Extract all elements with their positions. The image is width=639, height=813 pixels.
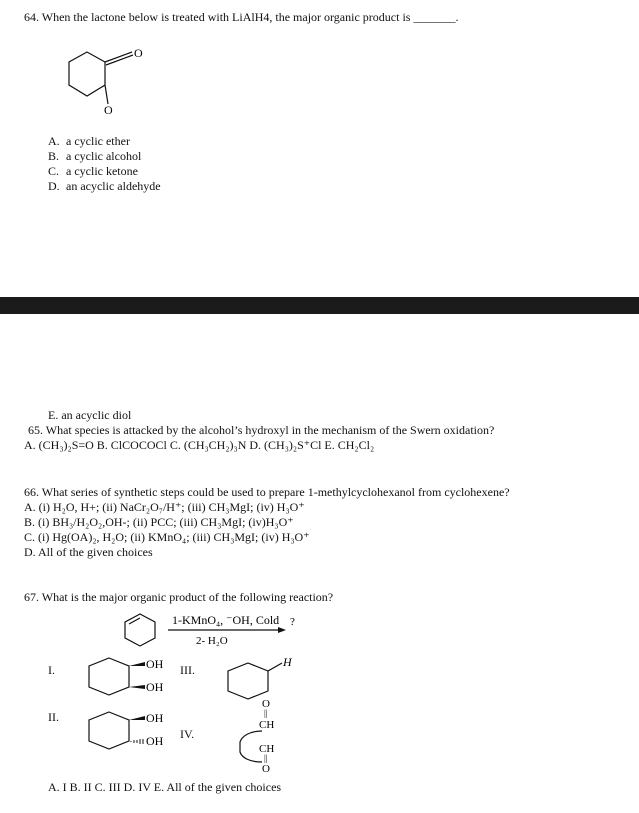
aldehyde-o-lower: O xyxy=(262,763,270,775)
label-ii: II. xyxy=(48,710,59,724)
q67-options: A. I B. II C. III D. IV E. All of the given choices xyxy=(48,780,282,794)
label-iv: IV. xyxy=(180,727,195,741)
q64-option-a: A. a cyclic ether xyxy=(48,134,130,148)
q66-option-a: A. (i) H₂O, H+; (ii) NaCr₂O₇/H⁺; (iii) CH₃MgI; (iv) H₃O⁺ xyxy=(24,500,305,514)
q66-option-c: C. (i) Hg(OA)₂, H₂O; (ii) KMnO₄; (iii) CH₃MgI; (iv) H₃O⁺ xyxy=(24,530,310,544)
ring-o-label: O xyxy=(104,103,113,117)
q64-stem: 64. When the lactone below is treated with LiAlH4, the major organic product is _______. xyxy=(24,10,459,24)
arrow-head xyxy=(278,627,286,633)
q65-options: A. (CH₃)₂S=O B. ClCOCOCl C. (CH₃CH₂)₃N D. (CH₃)₂S⁺Cl E. CH₂Cl₂ xyxy=(24,438,375,452)
q66-option-b: B. (i) BH₃/H₂O₂,OH-; (ii) PCC; (iii) CH₃MgI; (iv)H₃O⁺ xyxy=(24,515,294,529)
q64-option-b: B. a cyclic alcohol xyxy=(48,149,142,163)
structure-ii xyxy=(85,710,175,752)
oh-lower: OH xyxy=(146,680,164,694)
page-divider xyxy=(0,297,639,314)
q64-option-e: E. an acyclic diol xyxy=(48,408,132,422)
structure-i xyxy=(85,656,175,698)
q66-option-d: D. All of the given choices xyxy=(24,545,153,559)
label-iii: III. xyxy=(180,663,195,677)
label-i: I. xyxy=(48,663,55,677)
double-bond-lower: || xyxy=(264,753,268,763)
ch-upper: CH xyxy=(259,719,275,731)
structure-iv xyxy=(220,698,300,788)
carbonyl-o-label: O xyxy=(134,46,143,60)
oh-upper: OH xyxy=(146,657,164,671)
oh-upper: OH xyxy=(146,711,164,725)
reagent-2: 2- H₂O xyxy=(196,635,228,647)
q67-reaction-scheme xyxy=(110,608,310,654)
lactone-structure xyxy=(60,40,170,130)
q66-stem: 66. What series of synthetic steps could be used to prepare 1-methylcyclohexanol from cyclohexene? xyxy=(24,485,510,499)
h-label: H xyxy=(283,655,292,669)
q64-option-c: C. a cyclic ketone xyxy=(48,164,138,178)
q64-option-d: D. an acyclic aldehyde xyxy=(48,179,161,193)
product-question-mark: ? xyxy=(290,616,295,628)
structure-iii xyxy=(225,654,305,702)
q67-stem: 67. What is the major organic product of the following reaction? xyxy=(24,590,334,604)
reagent-1: 1-KMnO₄, ⁻OH, Cold xyxy=(172,613,280,627)
double-bond-upper: || xyxy=(264,708,268,718)
oh-lower: OH xyxy=(146,734,164,748)
q65-stem: 65. What species is attacked by the alcohol’s hydroxyl in the mechanism of the Swern oxidation? xyxy=(28,423,495,437)
ch-lower: CH xyxy=(259,743,275,755)
aldehyde-o-upper: O xyxy=(262,698,270,710)
